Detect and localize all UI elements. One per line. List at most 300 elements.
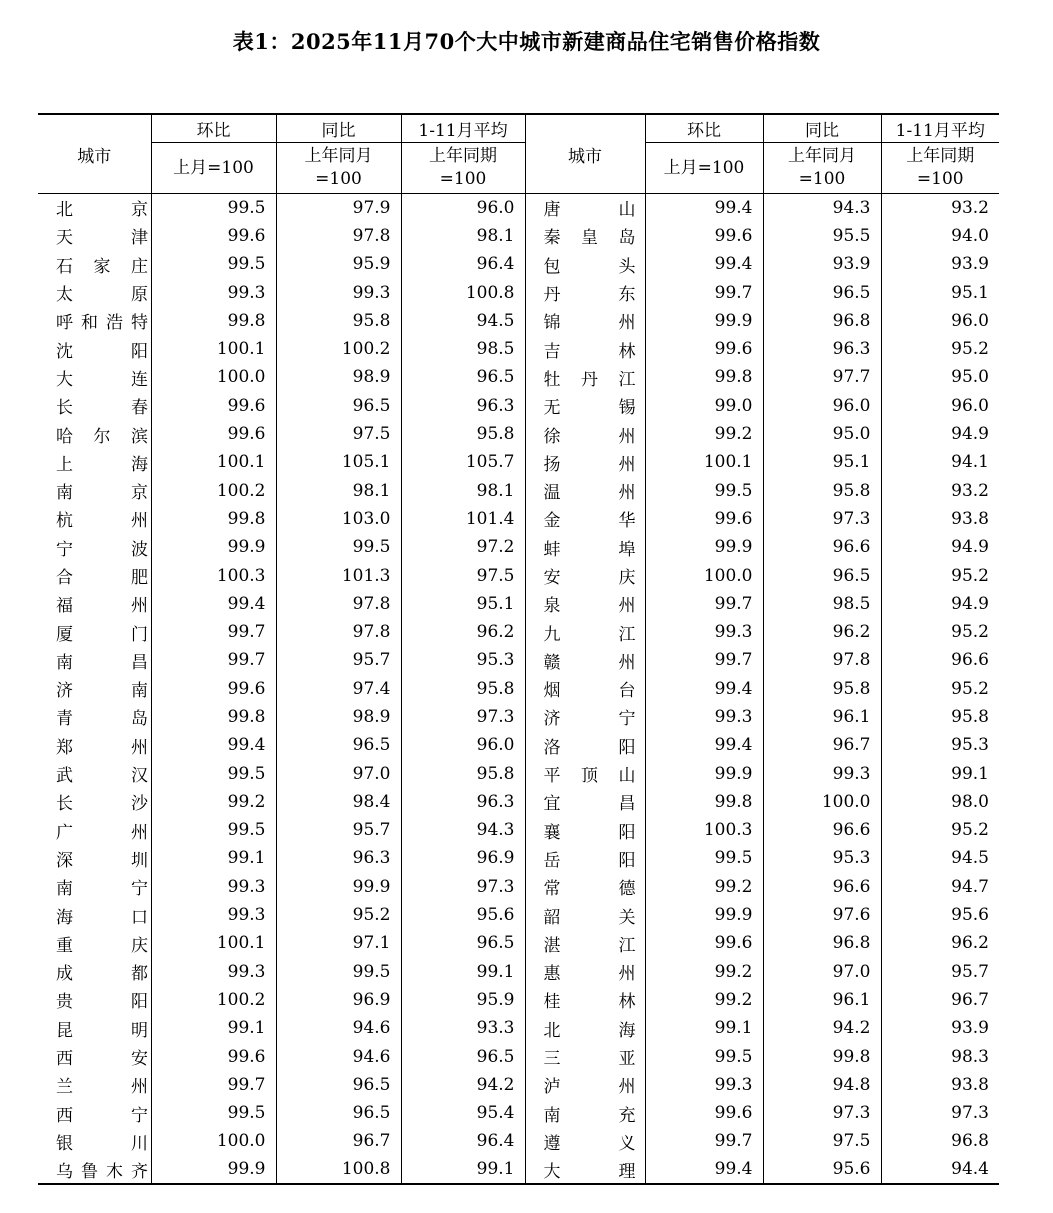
city-name: 无 锡 [525, 392, 645, 420]
yoy-value: 95.8 [763, 675, 881, 703]
avg-value: 93.3 [401, 1014, 525, 1042]
city-column-header: 城市 [525, 114, 645, 194]
table-row [38, 335, 999, 363]
yoy-value: 97.8 [276, 590, 401, 618]
mom-value: 99.3 [151, 278, 276, 306]
city-name: 襄 阳 [525, 816, 645, 844]
mom-value: 99.9 [645, 307, 763, 335]
yoy-value: 96.2 [763, 618, 881, 646]
yoy-header: 同比 [763, 114, 881, 143]
mom-value: 99.3 [151, 901, 276, 929]
mom-value: 99.9 [645, 759, 763, 787]
yoy-value: 100.2 [276, 335, 401, 363]
yoy-value: 94.3 [763, 194, 881, 222]
yoy-value: 95.0 [763, 420, 881, 448]
city-name: 武 汉 [56, 766, 148, 787]
mom-value: 99.6 [645, 1099, 763, 1127]
city-name: 南 宁 [56, 879, 148, 900]
yoy-value: 96.3 [276, 844, 401, 872]
table-row [38, 278, 999, 306]
mom-value: 99.5 [151, 1099, 276, 1127]
avg-value: 96.5 [401, 929, 525, 957]
yoy-value: 97.0 [276, 759, 401, 787]
price-index-table [38, 113, 999, 1185]
avg-value: 95.2 [881, 618, 999, 646]
avg-value: 96.3 [401, 392, 525, 420]
mom-value: 99.2 [645, 958, 763, 986]
yoy-value: 96.7 [276, 1127, 401, 1155]
avg-value: 96.0 [401, 731, 525, 759]
yoy-value: 96.1 [763, 986, 881, 1014]
city-name: 温 州 [525, 476, 645, 504]
table-row [38, 590, 999, 618]
city-name: 太 原 [56, 285, 148, 306]
city-name: 上 海 [56, 454, 148, 475]
yoy-value: 99.3 [276, 278, 401, 306]
yoy-value: 96.8 [763, 307, 881, 335]
city-name: 厦 门 [56, 624, 148, 645]
city-name: 北 海 [525, 1014, 645, 1042]
mom-header: 环比 [151, 114, 276, 143]
yoy-value: 96.5 [763, 278, 881, 306]
yoy-value: 96.5 [763, 561, 881, 589]
mom-value: 99.0 [645, 392, 763, 420]
avg-value: 95.3 [401, 646, 525, 674]
avg-value: 94.4 [881, 1156, 999, 1184]
city-name: 韶 关 [525, 901, 645, 929]
avg-value: 96.0 [881, 307, 999, 335]
yoy-value: 97.9 [276, 194, 401, 222]
table-body [38, 194, 999, 1184]
yoy-value: 96.6 [763, 816, 881, 844]
avg-value: 99.1 [401, 1156, 525, 1184]
mom-subheader: 上月=100 [645, 143, 763, 194]
avg-value: 94.7 [881, 873, 999, 901]
mom-value: 99.7 [645, 646, 763, 674]
mom-value: 99.9 [645, 533, 763, 561]
city-name: 昆 明 [56, 1020, 148, 1041]
mom-value: 99.2 [151, 788, 276, 816]
yoy-value: 95.5 [763, 222, 881, 250]
mom-value: 99.4 [645, 675, 763, 703]
yoy-value: 96.5 [276, 1071, 401, 1099]
yoy-value: 94.2 [763, 1014, 881, 1042]
city-name: 宜 昌 [525, 788, 645, 816]
mom-value: 99.6 [645, 335, 763, 363]
avg-value: 98.1 [401, 222, 525, 250]
avg-value: 95.2 [881, 675, 999, 703]
mom-value: 99.6 [151, 420, 276, 448]
avg-value: 105.7 [401, 448, 525, 476]
yoy-value: 96.7 [763, 731, 881, 759]
avg-value: 97.5 [401, 561, 525, 589]
mom-value: 99.3 [151, 958, 276, 986]
avg-value: 93.8 [881, 505, 999, 533]
mom-value: 99.5 [645, 1042, 763, 1070]
mom-value: 100.3 [151, 561, 276, 589]
avg-value: 95.7 [881, 958, 999, 986]
city-name: 宁 波 [56, 539, 148, 560]
table-row [38, 873, 999, 901]
yoy-value: 99.9 [276, 873, 401, 901]
yoy-value: 93.9 [763, 250, 881, 278]
table-row [38, 448, 999, 476]
city-name: 济 宁 [525, 703, 645, 731]
avg-header: 1-11月平均 [401, 114, 525, 143]
mom-value: 99.6 [151, 222, 276, 250]
yoy-value: 97.5 [276, 420, 401, 448]
mom-value: 99.6 [151, 1042, 276, 1070]
yoy-value: 95.7 [276, 646, 401, 674]
avg-value: 93.2 [881, 476, 999, 504]
yoy-value: 95.2 [276, 901, 401, 929]
yoy-value: 95.8 [276, 307, 401, 335]
mom-value: 99.1 [645, 1014, 763, 1042]
mom-value: 99.8 [151, 307, 276, 335]
yoy-value: 98.9 [276, 363, 401, 391]
yoy-value: 97.1 [276, 929, 401, 957]
city-name: 南 昌 [56, 652, 148, 673]
city-name: 银 川 [56, 1133, 148, 1154]
city-name: 合 肥 [56, 568, 148, 588]
mom-value: 99.4 [645, 1156, 763, 1184]
avg-value: 97.3 [401, 873, 525, 901]
city-name: 锦 州 [525, 307, 645, 335]
mom-value: 99.6 [151, 675, 276, 703]
yoy-value: 97.4 [276, 675, 401, 703]
avg-value: 95.8 [881, 703, 999, 731]
mom-subheader: 上月=100 [151, 143, 276, 194]
city-name: 海 口 [56, 907, 148, 928]
mom-value: 100.2 [151, 476, 276, 504]
mom-value: 99.9 [151, 1156, 276, 1184]
table-title: 表1：2025年11月70个大中城市新建商品住宅销售价格指数 [232, 29, 821, 54]
yoy-subheader: 上年同月 =100 [276, 143, 401, 194]
avg-value: 94.5 [401, 307, 525, 335]
mom-value: 99.6 [645, 505, 763, 533]
avg-value: 93.8 [881, 1071, 999, 1099]
table-row [38, 307, 999, 335]
table-row [38, 1042, 999, 1070]
yoy-value: 97.7 [763, 363, 881, 391]
table-row [38, 986, 999, 1014]
city-name: 遵 义 [525, 1127, 645, 1155]
yoy-value: 96.8 [763, 929, 881, 957]
avg-value: 96.3 [401, 788, 525, 816]
city-name: 泉 州 [525, 590, 645, 618]
city-name: 西 安 [56, 1049, 148, 1070]
table-row [38, 1127, 999, 1155]
yoy-value: 95.6 [763, 1156, 881, 1184]
avg-value: 94.0 [881, 222, 999, 250]
mom-value: 100.0 [151, 1127, 276, 1155]
city-column-header: 城市 [38, 114, 151, 194]
avg-value: 95.6 [881, 901, 999, 929]
city-name: 赣 州 [525, 646, 645, 674]
avg-value: 95.2 [881, 816, 999, 844]
city-name: 杭 州 [56, 511, 148, 532]
yoy-value: 94.6 [276, 1042, 401, 1070]
yoy-value: 97.0 [763, 958, 881, 986]
yoy-value: 100.0 [763, 788, 881, 816]
city-name: 扬 州 [525, 448, 645, 476]
yoy-value: 98.1 [276, 476, 401, 504]
city-name: 大 连 [56, 369, 148, 390]
mom-value: 100.1 [151, 448, 276, 476]
yoy-value: 99.3 [763, 759, 881, 787]
city-name: 成 都 [56, 964, 148, 985]
yoy-value: 97.3 [763, 505, 881, 533]
yoy-value: 98.4 [276, 788, 401, 816]
avg-value: 96.2 [401, 618, 525, 646]
avg-value: 94.1 [881, 448, 999, 476]
table-row [38, 1014, 999, 1042]
city-name: 常 德 [525, 873, 645, 901]
yoy-value: 99.8 [763, 1042, 881, 1070]
mom-value: 99.8 [151, 703, 276, 731]
avg-value: 96.8 [881, 1127, 999, 1155]
avg-value: 94.5 [881, 844, 999, 872]
city-name: 广 州 [56, 822, 148, 843]
mom-value: 99.7 [645, 278, 763, 306]
mom-value: 99.3 [645, 1071, 763, 1099]
avg-value: 93.9 [881, 250, 999, 278]
city-name: 呼 和 浩 特 [56, 313, 148, 334]
city-name: 哈 尔 滨 [56, 426, 148, 447]
mom-value: 99.5 [645, 476, 763, 504]
yoy-value: 97.5 [763, 1127, 881, 1155]
city-name: 西 宁 [56, 1105, 148, 1126]
mom-value: 99.7 [151, 1071, 276, 1099]
table-row [38, 1099, 999, 1127]
mom-value: 100.1 [645, 448, 763, 476]
yoy-value: 101.3 [276, 561, 401, 589]
table-row [38, 759, 999, 787]
city-name: 秦 皇 岛 [525, 222, 645, 250]
table-header [38, 114, 999, 194]
city-name: 唐 山 [525, 194, 645, 222]
avg-value: 94.2 [401, 1071, 525, 1099]
mom-value: 99.4 [645, 194, 763, 222]
yoy-value: 94.8 [763, 1071, 881, 1099]
yoy-subheader: 上年同月 =100 [763, 143, 881, 194]
mom-value: 99.1 [151, 844, 276, 872]
yoy-value: 96.6 [763, 873, 881, 901]
avg-value: 96.0 [401, 194, 525, 222]
avg-subheader: 上年同期 =100 [401, 143, 525, 194]
mom-value: 99.2 [645, 873, 763, 901]
mom-value: 99.6 [151, 392, 276, 420]
table-row [38, 929, 999, 957]
table-row [38, 194, 999, 222]
city-name: 惠 州 [525, 958, 645, 986]
avg-value: 96.5 [401, 1042, 525, 1070]
mom-value: 99.7 [151, 646, 276, 674]
mom-value: 99.5 [151, 759, 276, 787]
table-row [38, 250, 999, 278]
avg-value: 98.5 [401, 335, 525, 363]
avg-value: 94.9 [881, 420, 999, 448]
yoy-value: 97.6 [763, 901, 881, 929]
yoy-value: 99.5 [276, 533, 401, 561]
yoy-value: 100.8 [276, 1156, 401, 1184]
city-name: 平 顶 山 [525, 759, 645, 787]
avg-value: 96.9 [401, 844, 525, 872]
avg-value: 99.1 [881, 759, 999, 787]
yoy-value: 95.3 [763, 844, 881, 872]
city-name: 吉 林 [525, 335, 645, 363]
mom-value: 100.3 [645, 816, 763, 844]
city-name: 青 岛 [56, 709, 148, 730]
avg-header: 1-11月平均 [881, 114, 999, 143]
avg-subheader: 上年同期 =100 [881, 143, 999, 194]
city-name: 郑 州 [56, 737, 148, 758]
mom-value: 99.9 [151, 533, 276, 561]
table-row [38, 731, 999, 759]
avg-value: 98.0 [881, 788, 999, 816]
mom-value: 99.7 [645, 1127, 763, 1155]
city-name: 三 亚 [525, 1042, 645, 1070]
avg-value: 101.4 [401, 505, 525, 533]
yoy-value: 98.5 [763, 590, 881, 618]
city-name: 包 头 [525, 250, 645, 278]
avg-value: 97.3 [881, 1099, 999, 1127]
mom-value: 100.2 [151, 986, 276, 1014]
avg-value: 96.0 [881, 392, 999, 420]
mom-value: 99.6 [645, 222, 763, 250]
mom-value: 99.5 [151, 816, 276, 844]
table-row [38, 392, 999, 420]
avg-value: 96.2 [881, 929, 999, 957]
avg-value: 95.8 [401, 759, 525, 787]
avg-value: 96.5 [401, 363, 525, 391]
avg-value: 95.1 [401, 590, 525, 618]
table-row [38, 901, 999, 929]
yoy-value: 96.5 [276, 731, 401, 759]
mom-value: 100.1 [151, 335, 276, 363]
mom-value: 99.6 [645, 929, 763, 957]
avg-value: 96.7 [881, 986, 999, 1014]
yoy-value: 99.5 [276, 958, 401, 986]
city-name: 石 家 庄 [56, 256, 148, 277]
avg-value: 98.3 [881, 1042, 999, 1070]
city-name: 沈 阳 [56, 341, 148, 362]
yoy-value: 97.3 [763, 1099, 881, 1127]
mom-value: 99.8 [645, 788, 763, 816]
avg-value: 95.6 [401, 901, 525, 929]
yoy-value: 94.6 [276, 1014, 401, 1042]
city-name: 安 庆 [525, 561, 645, 589]
yoy-value: 97.8 [276, 222, 401, 250]
avg-value: 96.6 [881, 646, 999, 674]
city-name: 蚌 埠 [525, 533, 645, 561]
avg-value: 96.4 [401, 250, 525, 278]
city-name: 徐 州 [525, 420, 645, 448]
mom-value: 99.4 [151, 590, 276, 618]
table-row [38, 476, 999, 504]
yoy-value: 96.9 [276, 986, 401, 1014]
avg-value: 96.4 [401, 1127, 525, 1155]
avg-value: 95.0 [881, 363, 999, 391]
city-name: 泸 州 [525, 1071, 645, 1099]
avg-value: 100.8 [401, 278, 525, 306]
mom-value: 99.7 [151, 618, 276, 646]
city-name: 大 理 [525, 1156, 645, 1184]
city-name: 长 春 [56, 398, 148, 419]
mom-value: 99.7 [645, 590, 763, 618]
city-name: 重 庆 [56, 935, 148, 956]
city-name: 乌 鲁 木 齐 [38, 1156, 151, 1184]
yoy-value: 105.1 [276, 448, 401, 476]
yoy-value: 96.5 [276, 392, 401, 420]
table-row [38, 533, 999, 561]
yoy-value: 95.9 [276, 250, 401, 278]
mom-value: 99.2 [645, 420, 763, 448]
mom-value: 99.2 [645, 986, 763, 1014]
avg-value: 99.1 [401, 958, 525, 986]
avg-value: 95.8 [401, 420, 525, 448]
avg-value: 94.3 [401, 816, 525, 844]
yoy-value: 97.8 [763, 646, 881, 674]
yoy-header: 同比 [276, 114, 401, 143]
city-name: 桂 林 [525, 986, 645, 1014]
mom-value: 99.1 [151, 1014, 276, 1042]
table-row [38, 675, 999, 703]
yoy-value: 98.9 [276, 703, 401, 731]
mom-value: 99.8 [151, 505, 276, 533]
avg-value: 93.2 [881, 194, 999, 222]
city-name: 牡 丹 江 [525, 363, 645, 391]
mom-value: 99.5 [645, 844, 763, 872]
table-row [38, 505, 999, 533]
mom-value: 100.0 [151, 363, 276, 391]
city-name: 福 州 [56, 596, 148, 617]
yoy-value: 95.1 [763, 448, 881, 476]
mom-value: 99.9 [645, 901, 763, 929]
city-name: 天 津 [56, 228, 148, 249]
mom-value: 99.3 [151, 873, 276, 901]
yoy-value: 96.0 [763, 392, 881, 420]
city-name: 九 江 [525, 618, 645, 646]
table-row [38, 816, 999, 844]
avg-value: 98.1 [401, 476, 525, 504]
avg-value: 97.2 [401, 533, 525, 561]
table-row [38, 222, 999, 250]
yoy-value: 96.3 [763, 335, 881, 363]
avg-value: 95.2 [881, 335, 999, 363]
city-name: 湛 江 [525, 929, 645, 957]
city-name: 岳 阳 [525, 844, 645, 872]
yoy-value: 96.6 [763, 533, 881, 561]
avg-value: 94.9 [881, 590, 999, 618]
table-row [38, 703, 999, 731]
table-row [38, 788, 999, 816]
avg-value: 95.2 [881, 561, 999, 589]
avg-value: 95.9 [401, 986, 525, 1014]
mom-value: 99.4 [645, 731, 763, 759]
table-row [38, 420, 999, 448]
city-name: 北 京 [56, 200, 148, 221]
avg-value: 95.4 [401, 1099, 525, 1127]
city-name: 长 沙 [56, 794, 148, 815]
city-name: 洛 阳 [525, 731, 645, 759]
table-row [38, 646, 999, 674]
avg-value: 95.1 [881, 278, 999, 306]
yoy-value: 96.1 [763, 703, 881, 731]
mom-value: 99.4 [645, 250, 763, 278]
mom-value: 99.8 [645, 363, 763, 391]
city-name: 南 京 [56, 483, 148, 504]
